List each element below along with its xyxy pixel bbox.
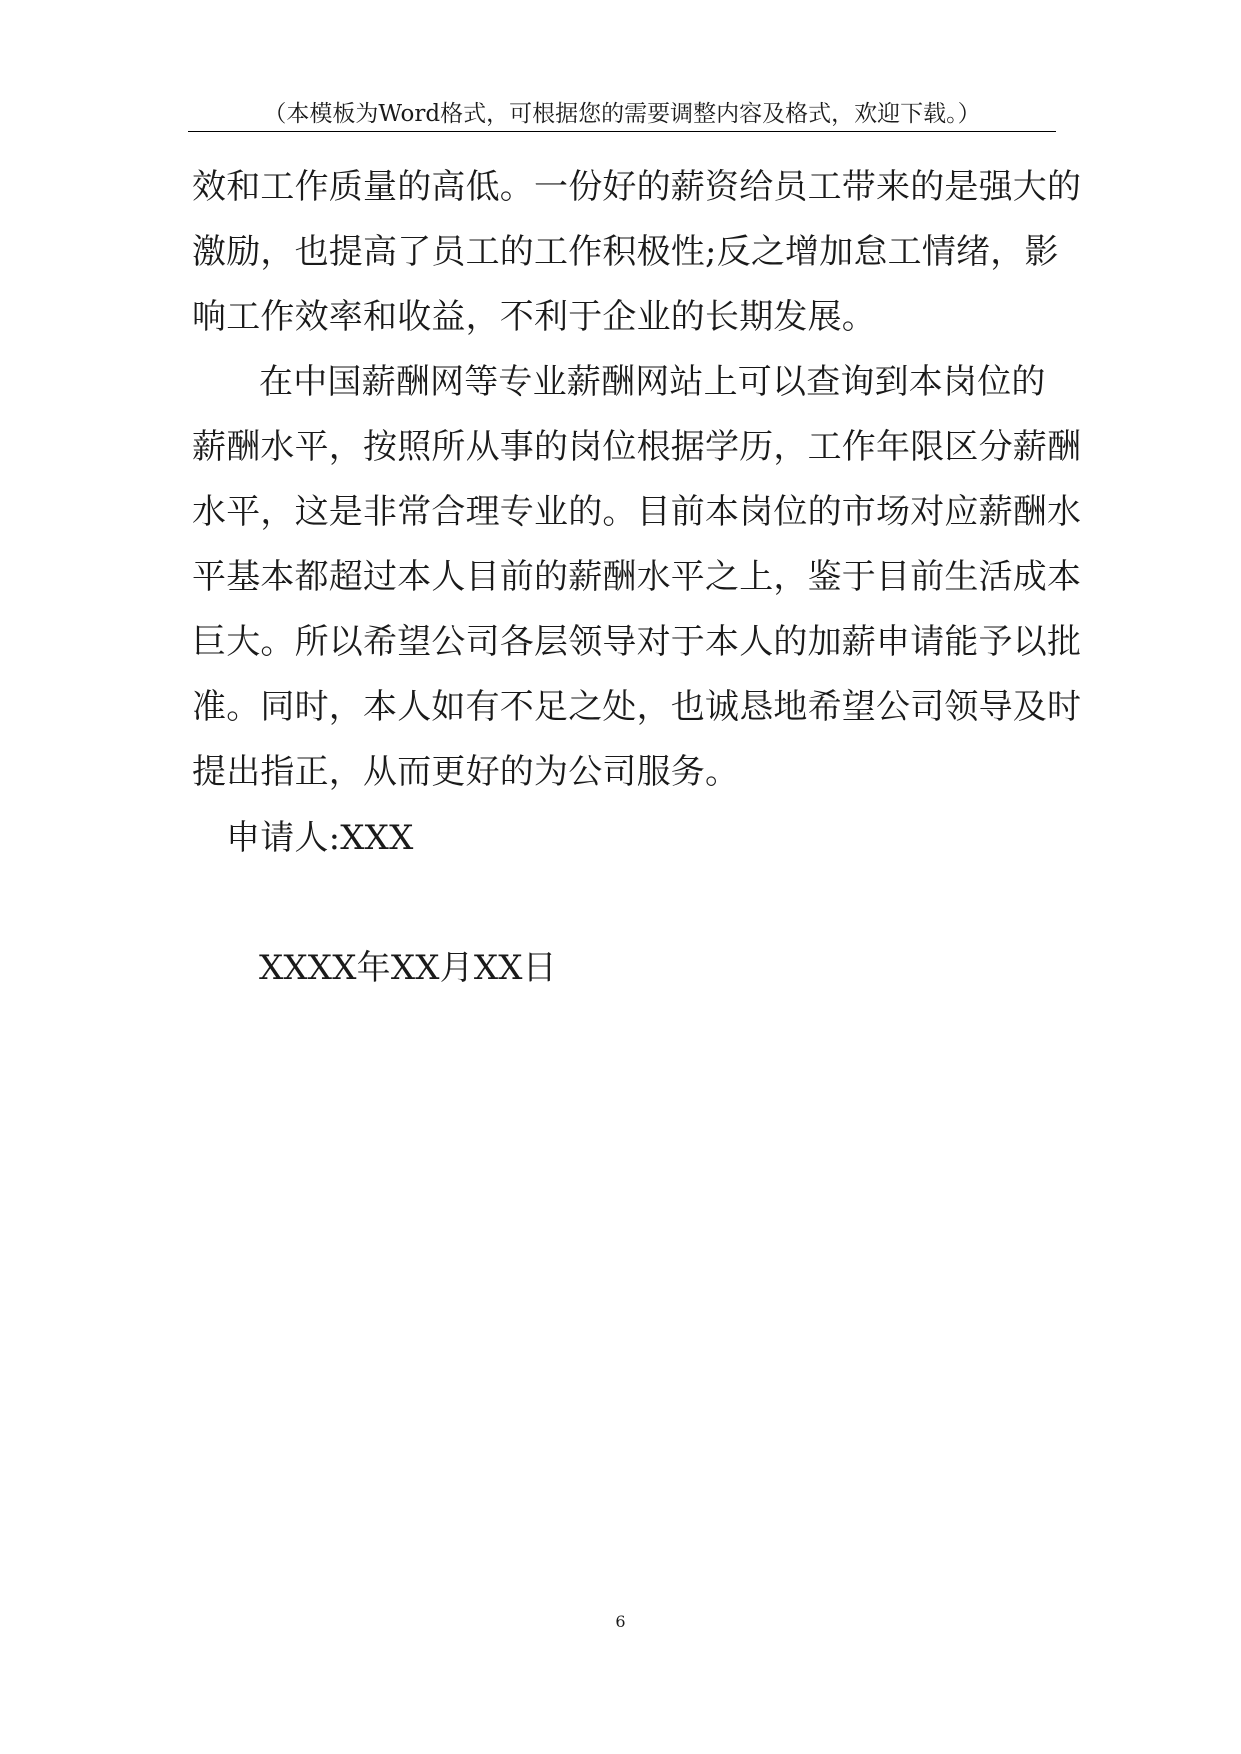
- header-divider: [188, 131, 1056, 132]
- body-line: 水平，这是非常合理专业的。目前本岗位的市场对应薪酬水: [192, 492, 1082, 532]
- body-line: 响工作效率和收益，不利于企业的长期发展。: [192, 297, 876, 337]
- body-line: 准。同时，本人如有不足之处，也诚恳地希望公司领导及时: [192, 687, 1082, 727]
- body-line: 巨大。所以希望公司各层领导对于本人的加薪申请能予以批: [192, 622, 1082, 662]
- page-header-note: （本模板为Word格式，可根据您的需要调整内容及格式，欢迎下载。）: [263, 101, 981, 127]
- application-date: XXXX年XX月XX日: [259, 948, 557, 988]
- page-number: 6: [615, 1612, 626, 1631]
- body-line: 提出指正，从而更好的为公司服务。: [192, 752, 740, 792]
- body-line: 在中国薪酬网等专业薪酬网站上可以查询到本岗位的: [259, 362, 1046, 402]
- body-line: 效和工作质量的高低。一份好的薪资给员工带来的是强大的: [192, 167, 1082, 207]
- body-line: 平基本都超过本人目前的薪酬水平之上，鉴于目前生活成本: [192, 557, 1082, 597]
- applicant-signature: 申请人:XXX: [226, 818, 414, 858]
- body-line: 激励，也提高了员工的工作积极性;反之增加怠工情绪，影: [192, 232, 1059, 272]
- body-line: 薪酬水平，按照所从事的岗位根据学历，工作年限区分薪酬: [192, 427, 1082, 467]
